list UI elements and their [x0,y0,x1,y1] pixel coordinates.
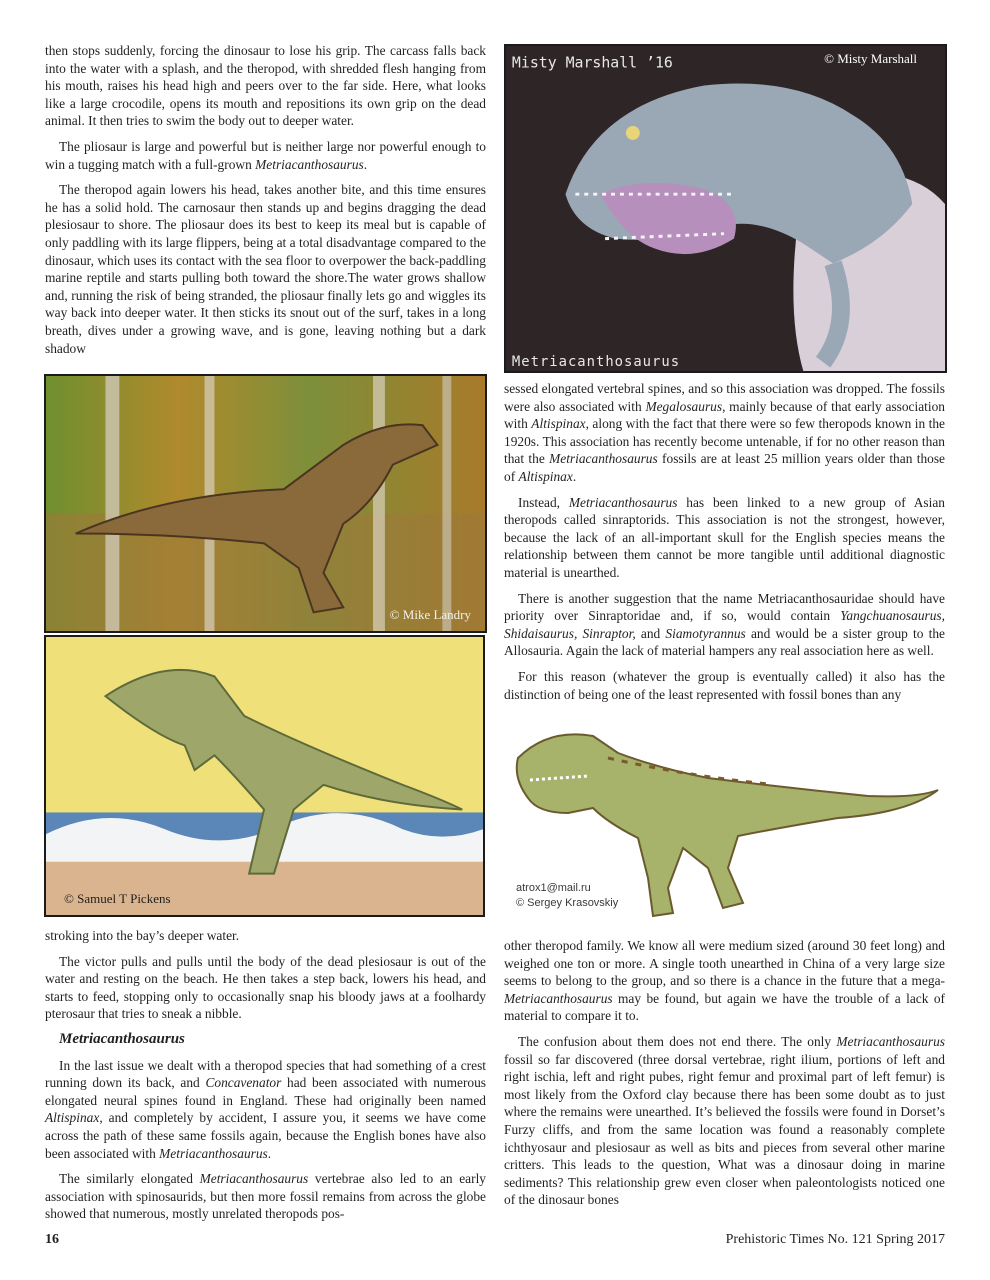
paragraph: The similarly elongated Metriacanthosaurus vertebrae also led to an early association with spinosaurids, but then more fossil remains from across the globe showed that numerous, mostly unrelated theropods pos- [45,1171,486,1222]
art-credit: © Mike Landry [389,607,471,622]
paragraph: The pliosaur is large and powerful but is neither large nor powerful enough to win a tugging match with a full-grown Metriacanthosaurus. [45,138,486,172]
right-column-bottom-text [504,937,945,1217]
paragraph: The confusion about them does not end there. The only Metriacanthosaurus fossil so far discovered (three dorsal vertebrae, right ilium, portions of left and right ischia, left and right pubes, right femur and proximal part of left femur) is most likely from the Oxford clay because there has been some doubt as to just where the remains were unearthed. It’s believed the fossils were found in Dorset’s Furzy cliffs, and from the same location was found a reasonably complete ichthyosaur and plesiosaur as well as bits and pieces from several other marine critters. This leads to the question, What was a dinosaur doing in marine sediments? This relationship grew even closer when paleontologists noticed one of the dinosaur bones [504,1033,945,1208]
paragraph: The victor pulls and pulls until the body of the dead plesiosaur is out of the water and resting on the beach. He then takes a step back, lowers his head, and starts to feed, stopping only to occasionally snap his bloody jaws at a foolhardy pterosaur that tries to sneak a nibble. [45,953,486,1022]
metriacanthosaurus-head-illustration [504,44,947,373]
paragraph: The theropod again lowers his head, takes another bite, and this time ensures he has a solid hold. The carnosaur then stands up and begins dragging the dead plesiosaur to shore. The pliosaur does its best to keep its meal but is capable of only paddling with its large flippers, being at a total disadvantage compared to the dinosaur, which uses its contact with the sea floor to overpower the back-paddling marine reptile and starts pulling both toward the shore.The water grows shallow and, running the risk of being stranded, the pliosaur finally lets go and wiggles its way back into deeper water. It then sticks its snout out of the surf, takes in a long breath, dives under a growing wave, and is gone, leaving nothing but a dark shadow [45,182,486,356]
art-credit: © Samuel T Pickens [64,891,171,906]
paragraph: There is another suggestion that the name Metriacanthosauridae should have priority over Sinraptoridae and, if so, would contain Yangchuanosaurus, Shidaisaurus, Sinraptor, and Siamotyrannus and would be a sister group to the Allosauria. Again the lack of material hampers any real association here as well. [504,590,945,659]
right-column-middle-text [504,380,945,711]
paragraph: other theropod family. We know all were medium sized (around 30 feet long) and weighed one ton or more. A single tooth unearthed in China of a very large size seems to belong to the group, and so there is a chance in the future that a mega-Metriacanthosaurus may be found, but again we have the trouble of a lack of material to compare it to. [504,938,945,1024]
issue-info: Prehistoric Times No. 121 Spring 2017 [725,1232,945,1247]
paragraph: Instead, Metriacanthosaurus has been linked to a new group of Asian theropods called sinraptorids. This association is not the strongest, however, because the lack of an all-important skull for the English species means the relationship between them cannot be more tangible until additional diagnostic material is unearthed. [504,494,945,580]
left-column-bottom-text [45,927,486,1231]
paragraph: In the last issue we dealt with a theropod species that had something of a crest running down its back, and Concavenator had been associated with numerous elongated neural spines found in England. These had originally been named Altispinax, and completely by accident, I assure you, it seems we have come across the path of these same fossils again, because the English bones have also been associated with Metriacanthosaurus. [45,1057,487,1161]
metriacanthosaurus-full-body-illustration [508,718,948,923]
section-heading: Metriacanthosaurus [59,1030,185,1047]
art-credit: © Misty Marshall [824,51,917,66]
left-column-top-text [45,42,486,365]
art-credit: © Sergey Krasovskiy [516,897,619,909]
paragraph: sessed elongated vertebral spines, and so this association was dropped. The fossils were also associated with Megalosaurus, mainly because of that early association with Altispinax, along with the fact that there were so few theropods known in the 1920s. This association has recently become untenable, if for no other reason than that the Metriacanthosaurus fossils are at least 25 million years older than those of Altispinax. [504,381,946,484]
paragraph: then stops suddenly, forcing the dinosaur to lose his grip. The carcass falls back into the water with a splash, and the theropod, with shredded flesh hanging from his mouth, raises his head high and peers over to the far side. Here, what looks like a large crocodile, opens its mouth and repositions its own grip on the dead animal. It then tries to swim the body out to deeper water. [45,43,486,129]
art-caption: Metriacanthosaurus [511,354,681,371]
artist-signature: Misty Marshall ’16 [511,54,673,72]
paragraph: For this reason (whatever the group is eventually called) it also has the distinction of being one of the least represented with fossil bones than any [504,668,945,702]
running-theropod-forest-illustration [44,374,487,633]
artist-email: atrox1@mail.ru [516,882,591,894]
page-number: 16 [45,1232,59,1247]
paragraph: stroking into the bay’s deeper water. [45,928,240,943]
theropod-beach-painting [44,635,485,917]
